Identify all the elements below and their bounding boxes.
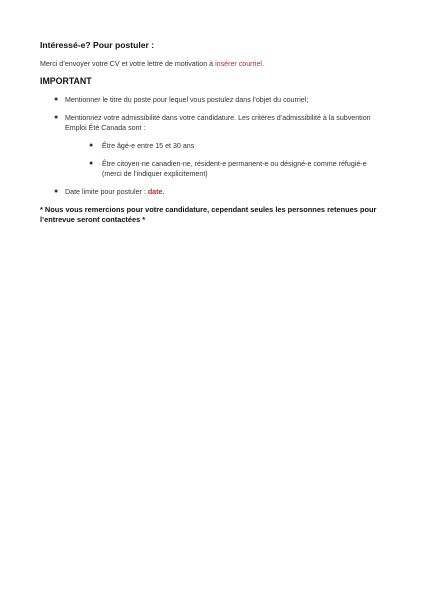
criteria-item xyxy=(77,159,384,179)
list-item-text: Mentionner le titre du poste pour lequel vous postulez dans l’objet du courriel; xyxy=(65,96,309,104)
apply-heading: Intéressé-e? Pour postuler : xyxy=(40,40,155,50)
criteria-item xyxy=(77,141,384,151)
criteria-list xyxy=(65,141,384,179)
important-title: IMPORTANT xyxy=(40,76,92,86)
bullet-icon: ● xyxy=(89,160,94,167)
footer-note: * Nous vous remercions pour votre candidature, cependant seules les personnes retenues pour l’entrevue seront contactées * xyxy=(40,205,377,224)
intro-paragraph xyxy=(40,59,384,69)
list-item xyxy=(40,95,384,105)
criteria-text: Être âgé-e entre 15 et 30 ans xyxy=(102,142,195,150)
deadline-label: Date limite pour postuler : xyxy=(65,188,148,196)
deadline-value: date. xyxy=(147,188,165,196)
intro-text: Merci d’envoyer votre CV et votre lettre de motivation à xyxy=(40,60,216,68)
instructions-list xyxy=(40,95,384,197)
bullet-icon: ● xyxy=(54,188,59,195)
list-item xyxy=(40,187,384,197)
email-placeholder: insérer courriel. xyxy=(215,60,264,68)
bullet-icon: ● xyxy=(89,142,94,149)
criteria-text: Être citoyen-ne canadien-ne, résident-e permanent-e ou désigné-e comme réfugié-e (merci de l’indiquer explicitement) xyxy=(102,160,367,178)
bullet-icon: ● xyxy=(54,96,59,103)
list-item-text: Mentionnez votre admissibilité dans votre candidature. Les critères d’admissibilité à la subvention Emploi Été Canada sont : xyxy=(65,114,371,132)
list-item xyxy=(40,113,384,179)
bullet-icon: ● xyxy=(54,114,59,121)
